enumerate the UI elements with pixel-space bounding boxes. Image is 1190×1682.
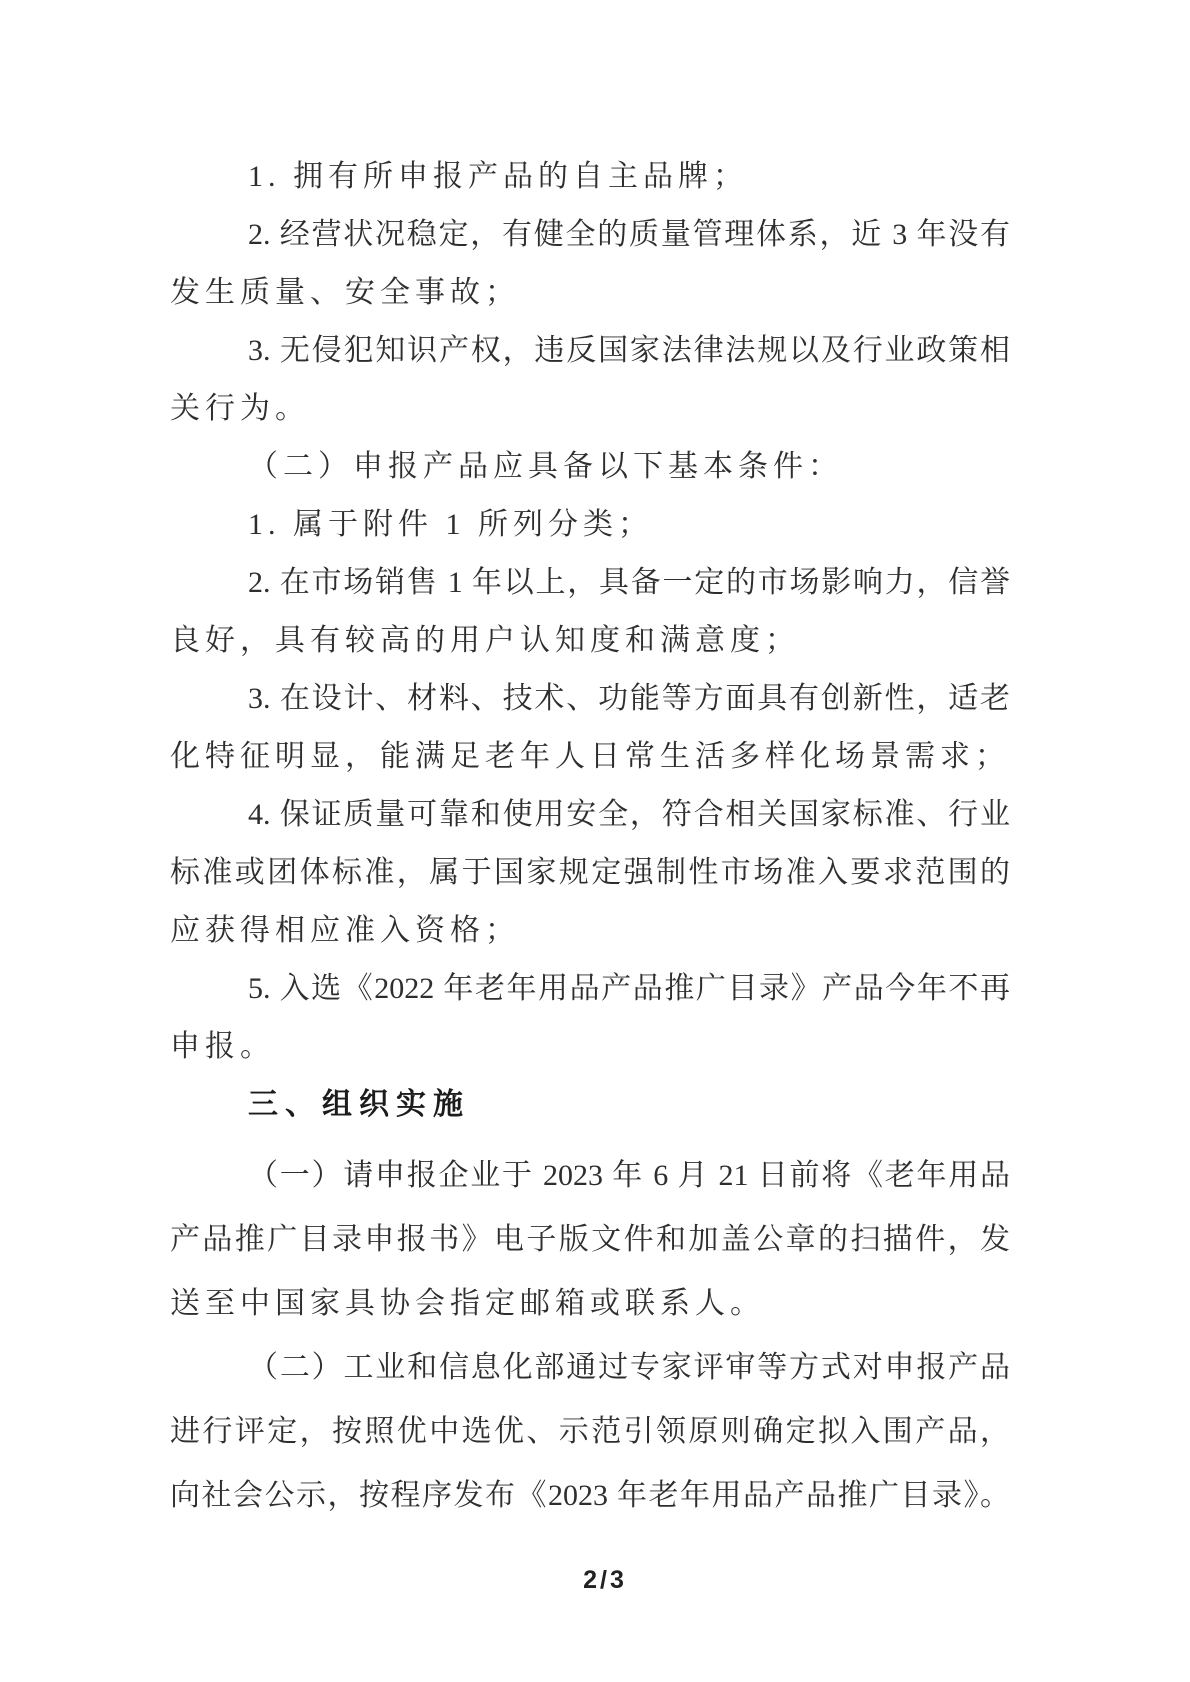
text-line: 应获得相应准入资格；	[170, 914, 520, 947]
text-line: 良好，具有较高的用户认知度和满意度；	[170, 624, 800, 657]
text-line: 2. 在市场销售 1 年以上，具备一定的市场影响力，信誉	[248, 566, 1010, 599]
text-line: 标准或团体标准，属于国家规定强制性市场准入要求范围的	[170, 856, 1010, 889]
text-line: （一）请申报企业于 2023 年 6 月 21 日前将《老年用品	[248, 1159, 1010, 1192]
text-line: 5. 入选《2022 年老年用品产品推广目录》产品今年不再	[248, 972, 1010, 1005]
text-line: 3. 在设计、材料、技术、功能等方面具有创新性，适老	[248, 682, 1010, 715]
section-heading: 三、组织实施	[248, 1088, 470, 1121]
text-line: 2. 经营状况稳定，有健全的质量管理体系，近 3 年没有	[248, 218, 1010, 251]
text-line: 1. 拥有所申报产品的自主品牌；	[248, 160, 748, 193]
text-line: 向社会公示，按程序发布《2023 年老年用品产品推广目录》。	[170, 1479, 1010, 1512]
page-number: 2/3	[583, 1566, 627, 1594]
text-line: 化特征明显，能满足老年人日常生活多样化场景需求；	[170, 740, 1010, 773]
text-line: 产品推广目录申报书》电子版文件和加盖公章的扫描件，发	[170, 1223, 1010, 1256]
text-line: 1. 属于附件 1 所列分类；	[248, 508, 653, 541]
text-line: （二）工业和信息化部通过专家评审等方式对申报产品	[248, 1351, 1010, 1384]
text-line: 申报。	[170, 1030, 275, 1063]
document-body	[170, 148, 1010, 1528]
text-line: 发生质量、安全事故；	[170, 276, 520, 309]
text-line: 送至中国家具协会指定邮箱或联系人。	[170, 1287, 765, 1320]
text-line: 进行评定，按照优中选优、示范引领原则确定拟入围产品，	[170, 1415, 1010, 1448]
text-line: 3. 无侵犯知识产权，违反国家法律法规以及行业政策相	[248, 334, 1010, 367]
text-line: （二）申报产品应具备以下基本条件：	[248, 450, 843, 483]
text-line: 4. 保证质量可靠和使用安全，符合相关国家标准、行业	[248, 798, 1010, 831]
text-line: 关行为。	[170, 392, 310, 425]
